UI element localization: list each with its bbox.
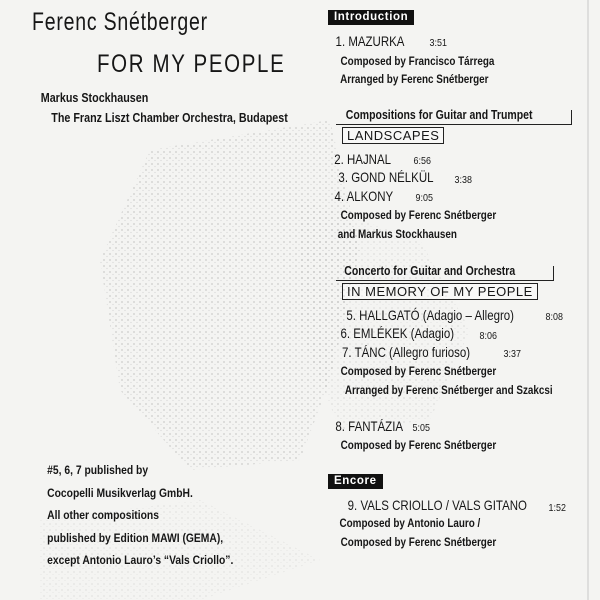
performer-line: The Franz Liszt Chamber Orchestra, Budapest [51,111,288,125]
section-heading-landscapes: Compositions for Guitar and Trumpet [345,108,533,122]
track-title: 7. TÁNC (Allegro furioso) [342,344,471,360]
track-duration: 6:56 [413,155,431,167]
section-badge-introduction: Introduction [328,10,414,25]
heading-rule [336,280,554,281]
heading-rule [553,266,554,280]
credit-line: Arranged by Ferenc Snétberger [340,74,489,86]
track-duration: 1:52 [548,502,566,514]
credit-line: Composed by Ferenc Snétberger [340,537,497,549]
track-duration: 8:06 [479,330,497,342]
track-duration: 3:51 [429,37,447,49]
track-duration: 3:38 [454,174,472,186]
track-duration: 3:37 [503,348,521,360]
track-title: 6. EMLÉKEK (Adagio) [340,325,455,341]
section-subtitle-concerto: IN MEMORY OF MY PEOPLE [342,283,538,300]
credit-line: Composed by Francisco Tárrega [340,56,495,68]
album-title: FOR MY PEOPLE [97,50,286,78]
artist-name: Ferenc Snétberger [32,8,208,36]
credit-line: Arranged by Ferenc Snétberger and Szakcsi [344,385,553,397]
credit-line: Composed by Ferenc Snétberger [340,210,497,222]
note-line: #5, 6, 7 published by [47,463,149,477]
section-heading-concerto: Concerto for Guitar and Orchestra [344,264,516,278]
track-title: 1. MAZURKA [335,33,405,49]
section-badge-encore: Encore [328,474,383,489]
track-title: 5. HALLGATÓ (Adagio – Allegro) [346,307,515,323]
credit-line: and Markus Stockhausen [337,229,457,241]
track-duration: 9:05 [415,192,433,204]
heading-rule [571,110,572,124]
section-subtitle-landscapes: LANDSCAPES [342,127,444,144]
credit-line: Composed by Ferenc Snétberger [340,440,497,452]
note-line: published by Edition MAWI (GEMA), [47,530,224,545]
publishing-notes [47,459,233,572]
track-title: 8. FANTÁZIA [335,418,404,434]
track-duration: 5:05 [412,422,430,434]
credit-line: Composed by Ferenc Snétberger [340,366,497,378]
credit-line: Composed by Antonio Lauro / [339,518,481,530]
track-title: 2. HAJNAL [334,151,392,167]
note-line: except Antonio Lauro’s “Vals Criollo”. [47,553,234,567]
performer-line: Markus Stockhausen [40,91,149,105]
track-title: 4. ALKONY [334,188,394,204]
note-line: Cocopelli Musikverlag GmbH. [47,485,193,500]
track-title: 9. VALS CRIOLLO / VALS GITANO [347,497,527,513]
heading-rule [336,124,572,125]
track-title: 3. GOND NÉLKÜL [338,169,434,185]
note-line: All other compositions [47,508,159,522]
track-duration: 8:08 [545,311,563,323]
